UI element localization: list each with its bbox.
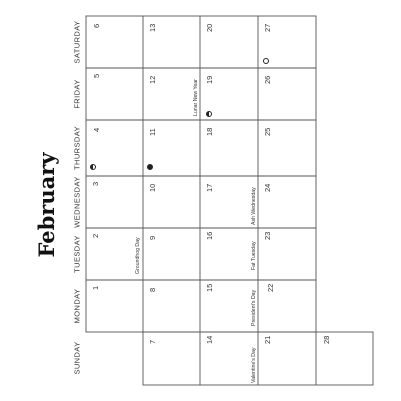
calendar-cell[interactable] <box>258 68 316 120</box>
date-number: 25 <box>263 127 272 136</box>
new-moon-icon <box>147 164 153 170</box>
date-number: 28 <box>322 335 331 344</box>
date-number: 10 <box>148 183 157 192</box>
date-number: 24 <box>263 183 272 192</box>
date-number: 13 <box>148 23 157 32</box>
month-title <box>20 150 70 260</box>
day-label-sunday: SUNDAY <box>72 341 82 375</box>
event-fat-tuesday: Fat Tuesday <box>251 241 257 270</box>
calendar-cell[interactable] <box>143 120 200 176</box>
calendar-cell[interactable] <box>200 176 258 228</box>
date-number: 8 <box>148 287 157 292</box>
date-number: 4 <box>92 127 101 132</box>
calendar-cell[interactable] <box>143 332 200 385</box>
date-number: 16 <box>205 231 214 240</box>
first-quarter-moon-icon <box>90 164 96 170</box>
date-number: 1 <box>91 285 100 290</box>
date-number: 17 <box>205 183 214 192</box>
date-number: 26 <box>263 75 272 84</box>
calendar-cell[interactable] <box>200 120 258 176</box>
day-label-monday: MONDAY <box>72 288 82 324</box>
day-label-thursday: THURSDAY <box>72 126 82 170</box>
date-number: 15 <box>205 283 214 292</box>
calendar-cell[interactable] <box>193 68 258 120</box>
date-number: 12 <box>148 75 157 84</box>
calendar-cell[interactable] <box>86 68 143 120</box>
first-quarter-moon-icon <box>206 111 212 117</box>
calendar-cell[interactable] <box>258 120 316 176</box>
calendar-cell[interactable] <box>316 332 373 385</box>
date-number: 20 <box>205 23 214 32</box>
event-ash-wednesday: Ash Wednesday <box>251 187 257 225</box>
calendar-cell[interactable] <box>86 176 143 228</box>
calendar-cell[interactable] <box>143 176 200 228</box>
calendar-cell[interactable] <box>86 16 143 68</box>
event-groundhog-day: Groundhog Day <box>135 237 141 274</box>
calendar-cell[interactable] <box>251 332 316 385</box>
day-label-tuesday: TUESDAY <box>72 235 82 273</box>
date-number: 5 <box>92 73 101 78</box>
date-number: 9 <box>148 235 157 240</box>
calendar-cell[interactable] <box>200 332 258 385</box>
day-label-friday: FRIDAY <box>72 79 82 109</box>
date-number: 18 <box>205 127 214 136</box>
month-title-text: February <box>34 152 59 258</box>
calendar-cell[interactable] <box>200 16 258 68</box>
date-number: 19 <box>205 75 214 84</box>
calendar-cell[interactable] <box>135 228 200 280</box>
date-number: 6 <box>92 23 101 28</box>
day-label-wednesday: WEDNESDAY <box>72 176 82 228</box>
calendar-cell[interactable] <box>200 228 258 280</box>
calendar-cell[interactable] <box>251 228 316 280</box>
calendar-cell[interactable] <box>143 68 200 120</box>
event-presidents-day: President's Day <box>251 289 257 326</box>
date-number: 22 <box>266 283 275 292</box>
date-number: 3 <box>91 181 100 186</box>
date-number: 7 <box>148 339 157 344</box>
calendar-cell[interactable] <box>86 120 143 176</box>
date-number: 27 <box>263 23 272 32</box>
event-valentines-day: Valentine's Day <box>251 347 257 383</box>
event-lunar-new-year: Lunar New Year <box>193 79 199 116</box>
calendar-cell[interactable] <box>86 280 143 332</box>
calendar-cell[interactable] <box>143 16 200 68</box>
date-number: 2 <box>91 233 100 238</box>
calendar-cell[interactable] <box>258 16 316 68</box>
day-label-saturday: SATURDAY <box>72 20 82 64</box>
calendar-cell[interactable] <box>200 280 258 332</box>
full-moon-icon <box>263 58 269 64</box>
date-number: 23 <box>263 231 272 240</box>
calendar-cell[interactable] <box>143 280 200 332</box>
date-number: 21 <box>263 335 272 344</box>
date-number: 11 <box>148 128 157 136</box>
calendar-cell[interactable] <box>251 176 316 228</box>
date-number: 14 <box>205 335 214 344</box>
calendar-cell[interactable] <box>251 280 316 332</box>
